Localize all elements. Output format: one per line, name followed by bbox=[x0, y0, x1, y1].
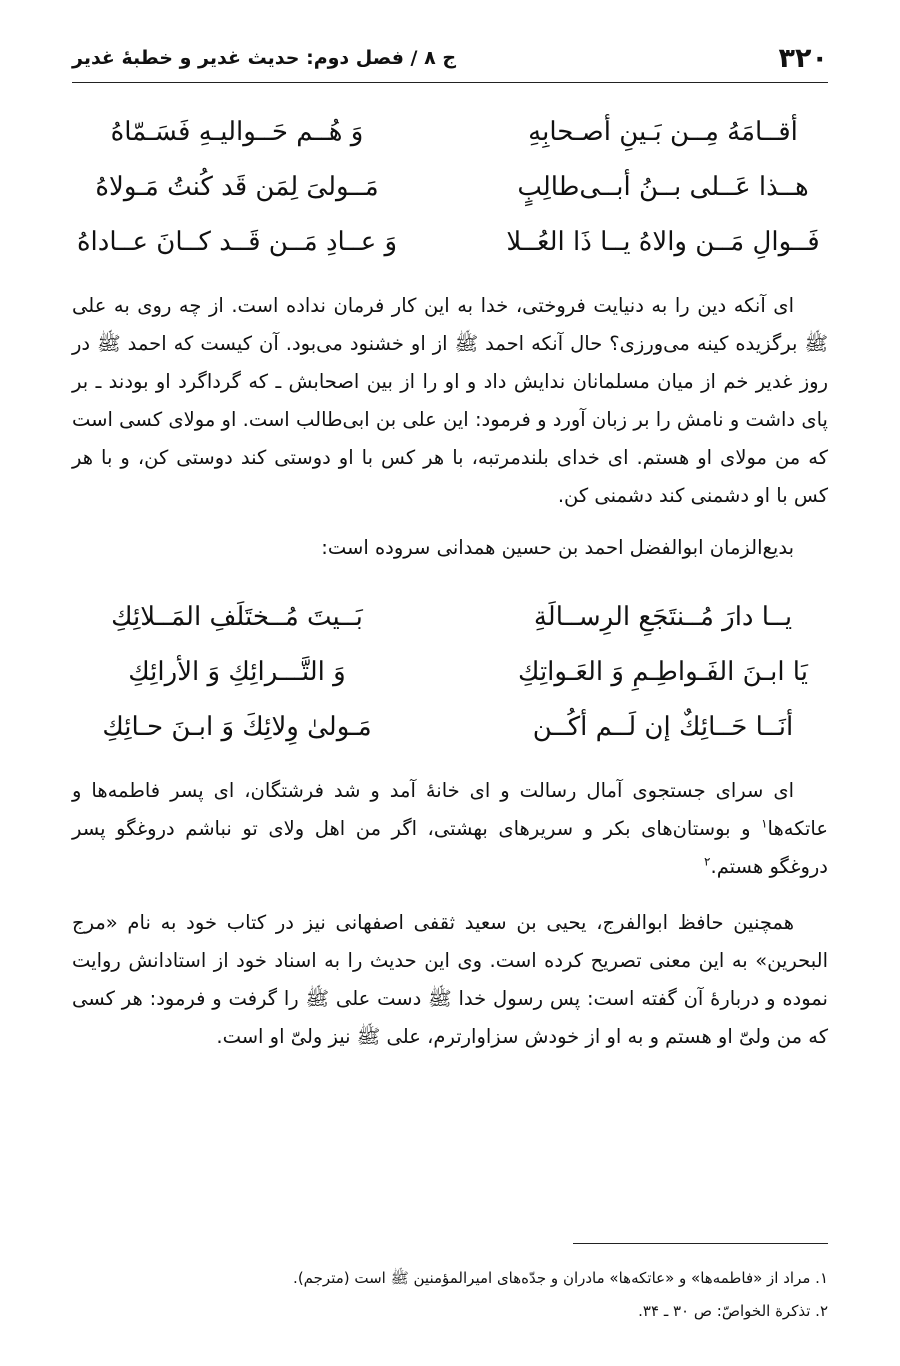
poem-block-2 bbox=[72, 589, 828, 754]
footnotes bbox=[72, 1262, 828, 1328]
footnote-separator bbox=[573, 1243, 828, 1244]
verse bbox=[72, 699, 828, 754]
footnote-marker-2[interactable]: ۲ bbox=[704, 854, 711, 869]
footnote-1: ۱. مراد از «فاطمه‌ها» و «عاتکه‌ها» مادران و جدّه‌های امیرالمؤمنین ﷺ است (مترجم). bbox=[293, 1269, 828, 1287]
hemistich-left: وَ عــادِ مَــن قَــد کــانَ عــاداهُ bbox=[76, 226, 398, 257]
verse bbox=[72, 644, 828, 699]
paragraph-translation-1: ای آنکه دین را به دنیایت فروختی، خدا به این کار فرمان نداده است. از چه روی به علی ﷺ برگزیده کینه می‌ورزی؟ حال آنکه احمد ﷺ از او خشنود می‌بود. آن کیست که احمد ﷺ در روز غدیر خم از میان مسلمانان ندایش داد و او را از بین اصحابش ـ که گرداگرد او بودند ـ بر پای داشت و نامش را بر زبان آورد و فرمود: این علی بن ابی‌طالب است. او مولای کسی است که من مولای او هستم. ای خدای بلندمرتبه، با هر کس با او دوستی کند دوستی کن، و با هر کس با او دشمنی کند دشمنی کن. bbox=[72, 294, 828, 507]
page-number: ۳۲۰ bbox=[778, 42, 828, 74]
paragraph-translation-2 bbox=[72, 772, 828, 886]
hemistich-right: هــذا عَــلی بــنُ أبــی‌طالِبٍ bbox=[517, 171, 809, 202]
poem-block-1 bbox=[72, 104, 828, 269]
running-head: ج ۸ / فصل دوم: حدیث غدیر و خطبهٔ غدیر bbox=[72, 47, 457, 69]
hemistich-right: أنَــا حَــائِكٌ إن لَــم أکُــن bbox=[532, 711, 794, 742]
hemistich-left: وَ التَّـــرائِكِ وَ الأرائِكِ bbox=[128, 656, 346, 687]
verse bbox=[72, 104, 828, 159]
paragraph-text: و بوستان‌های بکر و سریرهای بهشتی، اگر من اهل ولای تو نباشم دروغگو پسر دروغگو هستم. bbox=[72, 817, 828, 878]
paragraph-text: ای سرای جستجوی آمال رسالت و ای خانهٔ آمد و شد فرشتگان، ای پسر فاطمه‌ها و عاتکه‌ها bbox=[72, 779, 828, 840]
hemistich-left: بَــیتَ مُــختَلَفِ المَــلائِكِ bbox=[111, 601, 363, 632]
hemistich-right: أقــامَهُ مِــن بَـینِ أصـحابِهِ bbox=[528, 116, 798, 147]
hemistich-left: مَـولیٰ وِلائِكَ وَ ابـنَ حـائِكِ bbox=[102, 711, 372, 742]
verse bbox=[72, 214, 828, 269]
verse bbox=[72, 159, 828, 214]
hemistich-left: وَ هُــم حَــوالیـهِ فَسَـمّاهُ bbox=[110, 116, 364, 147]
hemistich-right: فَــوالِ مَــن والاهُ یــا ذَا العُــلا bbox=[506, 226, 820, 257]
verse bbox=[72, 589, 828, 644]
paragraph-marj-al-bahrayn: همچنین حافظ ابوالفرج، یحیی بن سعید ثقفی اصفهانی نیز در کتاب خود به نام «مرج البحرین» به این معنی تصریح کرده است. وی این حدیث را به اسناد خود از استادانش روایت نموده و دربارهٔ آن گفته است: پس رسول خدا ﷺ دست علی ﷺ را گرفت و فرمود: هر کسی که من ولیّ او هستم و به او از خودش سزاوارترم، علی ﷺ نیز ولیّ او است. bbox=[72, 911, 828, 1048]
page-body bbox=[72, 104, 828, 1056]
page-header bbox=[72, 34, 828, 83]
hemistich-right: یــا دارَ مُــنتَجَعِ الرِســالَةِ bbox=[533, 601, 793, 632]
footnote-marker-1[interactable]: ۱ bbox=[761, 816, 768, 831]
hemistich-right: یَا ابـنَ الفَـواطِـمِ وَ العَـواتِكِ bbox=[518, 656, 808, 687]
footnote-2: ۲. تذکرة الخواصّ: ص ۳۰ ـ ۳۴. bbox=[638, 1302, 828, 1320]
hemistich-left: مَــولیَ لِمَن قَد کُنتُ مَـولاهُ bbox=[95, 171, 379, 202]
paragraph-intro-poem-2: بدیع‌الزمان ابوالفضل احمد بن حسین همدانی سروده است: bbox=[321, 536, 794, 559]
